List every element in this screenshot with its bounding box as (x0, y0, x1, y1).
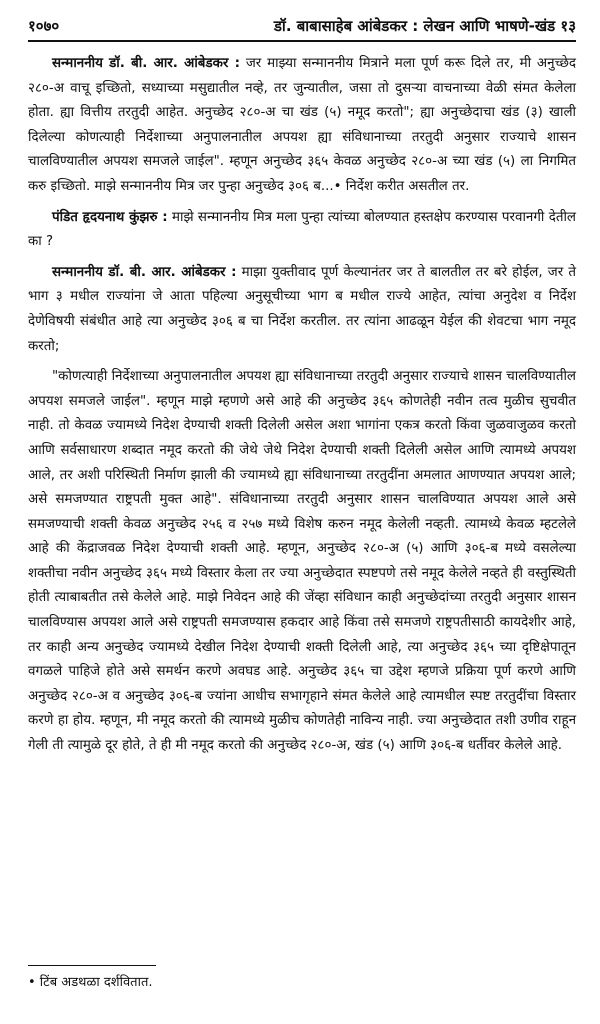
footnote-rule (28, 965, 156, 966)
speaker-name: सन्माननीय डॉ. बी. आर. आंबेडकर : (52, 264, 237, 280)
running-title: डॉ. बाबासाहेब आंबेडकर : लेखन आणि भाषणे-खंड १३ (273, 17, 576, 35)
page-header (28, 10, 576, 36)
header-rule (28, 40, 576, 42)
paragraph-text: "कोणत्याही निर्देशाच्या अनुपालनातील अपयश ह्या संविधानाच्या तरतुदी अनुसार राज्याचे शासन चालविण्यातील अपयश समजले जाईल". म्हणून माझे म्हणणे असे आहे की अनुच्छेद ३६५ कोणतेही नवीन तत्व मुळीच सुचवीत नाही. तो केवळ ज्यामध्ये निदेश देण्याची शक्ती दिलेली असेल अशा भागांना एकत्र करतो किंवा जुळवाजुळव करतो आणि सर्वसाधारण शब्दात नमूद करतो की जेथे जेथे निदेश देण्याची शक्ती दिलेली असेल आणि त्यामध्ये अपयश आले, तर अशी परिस्थिती निर्माण झाली की ज्यामध्ये ह्या संविधानाच्या तरतुदींना अमलात आणण्यात अपयश आले; असे समजण्यात राष्ट्रपती मुक्त आहे". संविधानाच्या तरतुदी अनुसार शासन चालविण्यात अपयश आले असे समजण्याची शक्ती केवळ अनुच्छेद २५६ व २५७ मध्ये विशेष करुन नमूद केलेली नव्हती. त्यामध्ये केवळ म्हटलेले आहे की केंद्राजवळ निदेश देण्याची शक्ती आहे. म्हणून, अनुच्छेद २८०-अ (५) आणि ३०६-ब मध्ये वसलेल्या शक्तीचा नवीन अनुच्छेद ३६५ मध्ये विस्तार केला तर ज्या अनुच्छेदात स्पष्टपणे तसे नमूद केलेले नव्हते ही वस्तुस्थिती होती त्याबाबतीत तसे केलेले आहे. माझे निवेदन आहे की जेंव्हा संविधान काही अनुच्छेदांच्या तरतुदी अनुसार शासन चालविण्यास अपयश आले असे राष्ट्रपती समजण्यास हकदार आहे किंवा तसे समजणे राष्ट्रपतीसाठी कायदेशीर आहे, तर काही अन्य अनुच्छेद ज्यामध्ये देखील निदेश देण्याची शक्ती दिलेली आहे, त्या अनुच्छेद ३६५ च्या दृष्टिक्षेपातून वगळले पाहिजे होते असे समर्थन करणे अवघड आहे. अनुच्छेद ३६५ चा उद्देश म्हणजे प्रक्रिया पूर्ण करणे आणि अनुच्छेद २८०-अ व अनुच्छेद ३०६-ब ज्यांना आधीच सभागृहाने संमत केलेले आहे त्यामधील स्पष्ट तरतुदींचा विस्तार करणे हा होय. म्हणून, मी नमूद करतो की त्यामध्ये मुळीच कोणतेही नाविन्य नाही. ज्या अनुच्छेदात तशी उणीव राहून गेली ती त्यामुळे दूर होते, ते ही मी नमूद करतो की अनुच्छेद २८०-अ, खंड (५) आणि ३०६-ब धर्तीवर केलेले आहे. (28, 369, 576, 754)
page-number: १०७० (28, 17, 60, 35)
speaker-name: पंडित हृदयनाथ कुंझरु : (52, 209, 168, 225)
document-page (28, 10, 576, 1014)
paragraph-text: माझे सन्माननीय मित्र मला पुन्हा त्यांच्या बोलण्यात हस्तक्षेप करण्यास परवानगी देतील का ? (28, 209, 576, 250)
paragraph (28, 52, 576, 200)
paragraph-text: जर माझ्या सन्माननीय मित्राने मला पूर्ण करू दिले तर, मी अनुच्छेद २८०-अ वाचू इच्छितो, सध्याच्या मसुद्यातील नव्हे, तर जुन्यातील, जसा तो दुसऱ्या वाचनाच्या वेळी संमत केलेला होता. ह्या वित्तीय तरतुदी आहेत. अनुच्छेद २८०-अ चा खंड (५) नमूद करतो"; ह्या अनुच्छेदाचा खंड (३) खाली दिलेल्या कोणत्याही निर्देशाच्या अनुपालनातील अपयश ह्या संविधानाच्या तरतुदी अनुसार राज्याचे शासन चालविण्यातील अपयश समजले जाईल". म्हणून अनुच्छेद ३६५ केवळ अनुच्छेद २८०-अ च्या खंड (५) ला निगमित करु इच्छितो. माझे सन्माननीय मित्र जर पुन्हा अनुच्छेद ३०६ ब...• निर्देश करीत असतील तर. (28, 56, 576, 194)
speaker-name: सन्माननीय डॉ. बी. आर. आंबेडकर : (52, 56, 240, 71)
paragraph (28, 261, 576, 359)
paragraph-text: माझा युक्तीवाद पूर्ण केल्यानंतर जर ते बालतील तर बरे होईल, जर ते भाग ३ मधील राज्यांना जे आता पहिल्या अनुसूचीच्या भाग ब मधील राज्ये आहेत, त्यांचा अनुदेश व निर्देश देणेविषयी संबंधीत आहे त्या अनुच्छेद ३०६ ब चा निर्देश करतील. तर त्यांना आढळून येईल की शेवटचा भाग नमूद करतो; (28, 264, 576, 354)
body-text (28, 52, 576, 759)
paragraph (28, 206, 576, 255)
paragraph (28, 365, 576, 759)
footnote: • टिंब अडथळा दर्शवितात. (28, 975, 153, 990)
